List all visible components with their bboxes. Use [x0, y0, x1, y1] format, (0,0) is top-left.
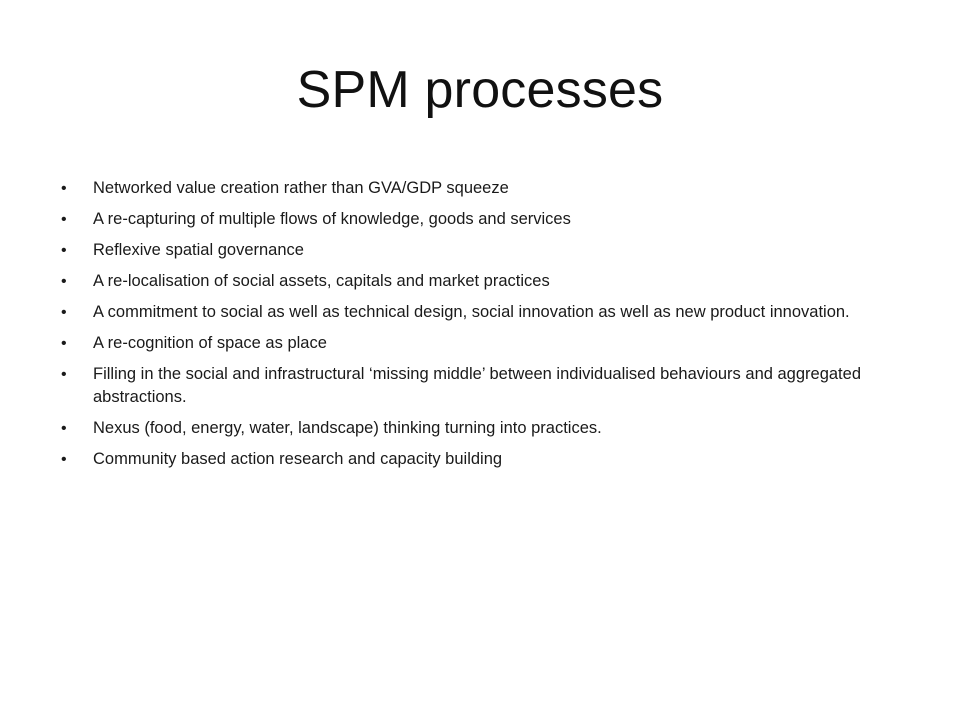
bullet-icon: • [61, 366, 67, 383]
list-item-text: A re-localisation of social assets, capitals and market practices [93, 272, 550, 290]
list-item [58, 363, 898, 409]
bullet-list [58, 177, 898, 479]
bullet-icon: • [61, 304, 67, 321]
list-item [58, 417, 898, 440]
list-item [58, 448, 898, 471]
bullet-icon: • [61, 273, 67, 290]
bullet-icon: • [61, 242, 67, 259]
list-item-text: Community based action research and capacity building [93, 450, 503, 468]
bullet-icon: • [61, 211, 67, 228]
bullet-icon: • [61, 335, 67, 352]
list-item-text: Networked value creation rather than GVA/GDP squeeze [93, 179, 509, 197]
bullet-icon: • [61, 180, 67, 197]
list-item-text: A re-cognition of space as place [93, 334, 327, 352]
list-item [58, 177, 898, 200]
bullet-icon: • [61, 451, 67, 468]
list-item [58, 270, 898, 293]
list-item-text: Reflexive spatial governance [93, 241, 304, 259]
list-item-text: A commitment to social as well as technical design, social innovation as well as new product innovation. [93, 303, 850, 321]
list-item [58, 332, 898, 355]
list-item-text: A re-capturing of multiple flows of knowledge, goods and services [93, 210, 571, 228]
list-item-text: Filling in the social and infrastructural ‘missing middle’ between individualised behaviours and aggregated abstractions. [93, 365, 861, 406]
list-item-text: Nexus (food, energy, water, landscape) thinking turning into practices. [93, 419, 602, 437]
list-item [58, 301, 898, 324]
slide-title: SPM processes [296, 61, 664, 119]
bullet-icon: • [61, 420, 67, 437]
list-item [58, 239, 898, 262]
list-item [58, 208, 898, 231]
